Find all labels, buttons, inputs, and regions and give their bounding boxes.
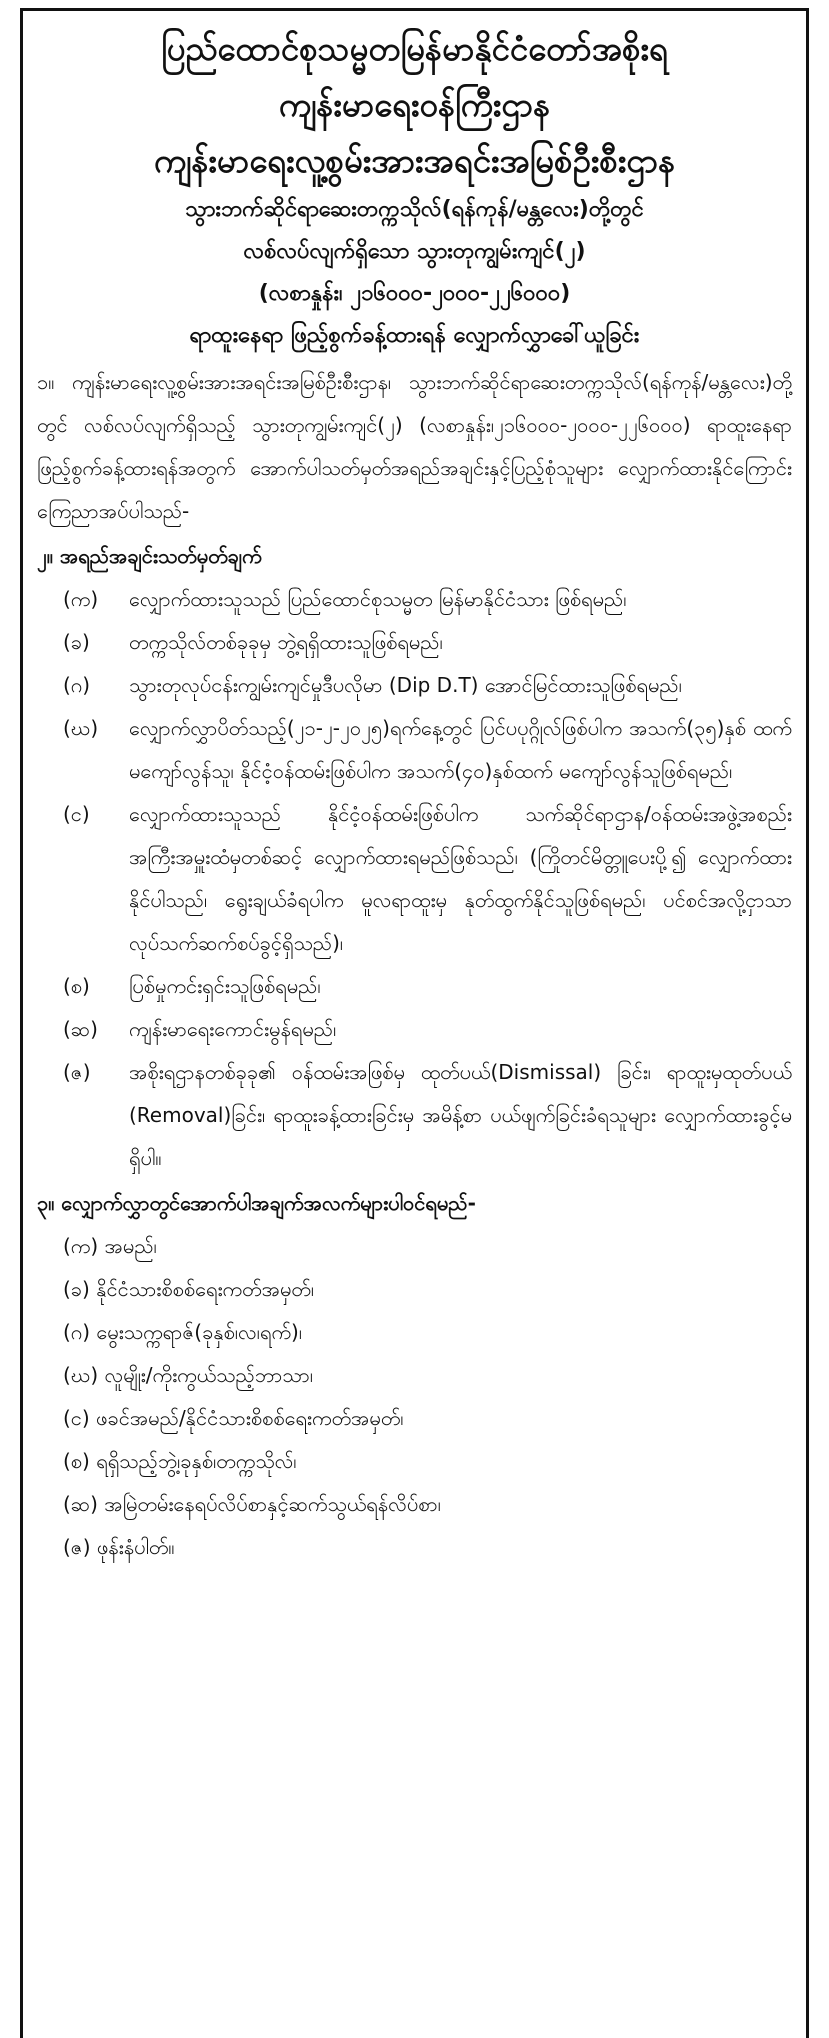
item-text: အစိုးရဌာနတစ်ခုခု၏ ဝန်ထမ်းအဖြစ်မှ ထုတ်ပယ်(Dismissal) ခြင်း၊ ရာထူးမှထုတ်ပယ် (Removal)ခြင်း၊ ရာထူးခန့်ထားခြင်းမှ အမိန့်စာ ပယ်ဖျက်ခြင်းခံရသူများ လျှောက်ထားခွင့်မရှိပါ။ [129, 1060, 792, 1170]
list-item: (င) ဖခင်အမည်/နိုင်ငံသားစိစစ်ရေးကတ်အမှတ်၊ [63, 1406, 404, 1430]
notice-heading: ရာထူးနေရာ ဖြည့်စွက်ခန့်ထားရန် လျှောက်လွှာခေါ်ယူခြင်း [189, 323, 640, 348]
ministry-title: ကျန်းမာရေးဝန်ကြီးဌာန [278, 85, 551, 124]
item-text: ကျန်းမာရေးကောင်းမွန်ရမည်၊ [129, 1017, 337, 1041]
list-item [37, 1008, 792, 1051]
subtitle-university: သွားဘက်ဆိုင်ရာဆေးတက္ကသိုလ်(ရန်ကုန်/မန္တလေး)တို့တွင် [185, 197, 644, 222]
application-requirements-list [37, 1225, 792, 1569]
government-title: ပြည်ထောင်စုသမ္မတမြန်မာနိုင်ငံတော်အစိုးရ [161, 29, 668, 68]
item-text: ပြစ်မှုကင်းရှင်းသူဖြစ်ရမည်၊ [129, 974, 321, 998]
item-text: လျှောက်ထားသူသည် ပြည်ထောင်စုသမ္မတ မြန်မာနိုင်ငံသား ဖြစ်ရမည်၊ [129, 587, 627, 611]
list-item: (ဃ) လူမျိုး/ကိုးကွယ်သည့်ဘာသာ၊ [63, 1363, 314, 1387]
item-text: သွားတုလုပ်ငန်းကျွမ်းကျင်မှုဒီပလိုမာ (Dip D.T) အောင်မြင်ထားသူဖြစ်ရမည်၊ [129, 673, 682, 697]
item-marker: (စ) [63, 974, 90, 998]
notice-frame [20, 8, 809, 2038]
list-item: (ဂ) မွေးသက္ကရာဇ်(ခုနှစ်၊လ၊ရက်)၊ [63, 1320, 302, 1344]
item-marker: (ဇ) [63, 1060, 91, 1084]
list-item [37, 793, 792, 965]
qualifications-list [37, 578, 792, 1180]
list-item: (ဆ) အမြဲတမ်းနေရပ်လိပ်စာနှင့်ဆက်သွယ်ရန်လိပ်စာ၊ [63, 1492, 441, 1516]
application-requirements-title: ၃။ လျှောက်လွှာတွင်အောက်ပါအချက်အလက်များပါဝင်ရမည်- [37, 1191, 476, 1215]
item-marker: (က) [63, 587, 99, 611]
list-item: (ဇ) ဖုန်းနံပါတ်။ [63, 1535, 175, 1559]
item-text: တက္ကသိုလ်တစ်ခုခုမှ ဘွဲ့ရရှိထားသူဖြစ်ရမည်၊ [129, 630, 443, 654]
subtitle-vacancy: လစ်လပ်လျက်ရှိသော သွားတုကျွမ်းကျင်(၂) [243, 239, 586, 264]
list-item [37, 707, 792, 793]
list-item: (က) အမည်၊ [63, 1234, 157, 1258]
item-marker: (ဃ) [63, 716, 99, 740]
item-marker: (ခ) [63, 630, 90, 654]
list-item: (စ) ရရှိသည့်ဘွဲ့၊ခုနှစ်၊တက္ကသိုလ်၊ [63, 1449, 297, 1473]
item-text: လျှောက်လွှာပိတ်သည့်(၂၁-၂-၂၀၂၅)ရက်နေ့တွင် ပြင်ပပုဂ္ဂိုလ်ဖြစ်ပါက အသက်(၃၅)နှစ် ထက်မကျော်လွန်သူ၊ နိုင်ငံ့ဝန်ထမ်းဖြစ်ပါက အသက်(၄၀)နှစ်ထက် မကျော်လွန်သူဖြစ်ရမည်၊ [129, 716, 792, 783]
qualifications-title: ၂။ အရည်အချင်းသတ်မှတ်ချက် [37, 544, 262, 568]
notice-body [23, 357, 806, 1569]
list-item [37, 1051, 792, 1180]
list-item [37, 621, 792, 664]
item-marker: (င) [63, 802, 90, 826]
list-item [37, 965, 792, 1008]
item-marker: (ဆ) [63, 1017, 98, 1041]
item-marker: (ဂ) [63, 673, 91, 697]
list-item [37, 578, 792, 621]
list-item [37, 664, 792, 707]
notice-header [23, 11, 806, 357]
list-item: (ခ) နိုင်ငံသားစိစစ်ရေးကတ်အမှတ်၊ [63, 1277, 315, 1301]
item-text: လျှောက်ထားသူသည် နိုင်ငံ့ဝန်ထမ်းဖြစ်ပါက သက်ဆိုင်ရာဌာန/ဝန်ထမ်းအဖွဲ့အစည်း အကြီးအမှူးထံမှတစ်ဆင့် လျှောက်ထားရမည်ဖြစ်သည်၊ (ကြိုတင်မိတ္တူပေးပို့၍ လျှောက်ထားနိုင်ပါသည်၊ ရွေးချယ်ခံရပါက မူလရာထူးမှ နုတ်ထွက်နိုင်သူဖြစ်ရမည်၊ ပင်စင်အလို့ငှာသာ လုပ်သက်ဆက်စပ်ခွင့်ရှိသည်)၊ [129, 802, 792, 955]
intro-paragraph: ၁။ ကျန်းမာရေးလူ့စွမ်းအားအရင်းအမြစ်ဦးစီးဌာန၊ သွားဘက်ဆိုင်ရာဆေးတက္ကသိုလ်(ရန်ကုန်/မန္တလေး)တို့တွင် လစ်လပ်လျက်ရှိသည့် သွားတုကျွမ်းကျင်(၂) (လစာနှုန်း၊၂၁၆၀၀၀-၂၀၀၀-၂၂၆၀၀၀) ရာထူးနေရာ ဖြည့်စွက်ခန့်ထားရန်အတွက် အောက်ပါသတ်မှတ်အရည်အချင်းနှင့်ပြည့်စုံသူများ လျှောက်ထားနိုင်ကြောင်း ကြေညာအပ်ပါသည်- [37, 370, 792, 523]
department-title: ကျန်းမာရေးလူ့စွမ်းအားအရင်းအမြစ်ဦးစီးဌာန [153, 141, 676, 180]
subtitle-salary: (လစာနှုန်း၊ ၂၁၆၀၀၀-၂၀၀၀-၂၂၆၀၀၀) [258, 281, 571, 306]
